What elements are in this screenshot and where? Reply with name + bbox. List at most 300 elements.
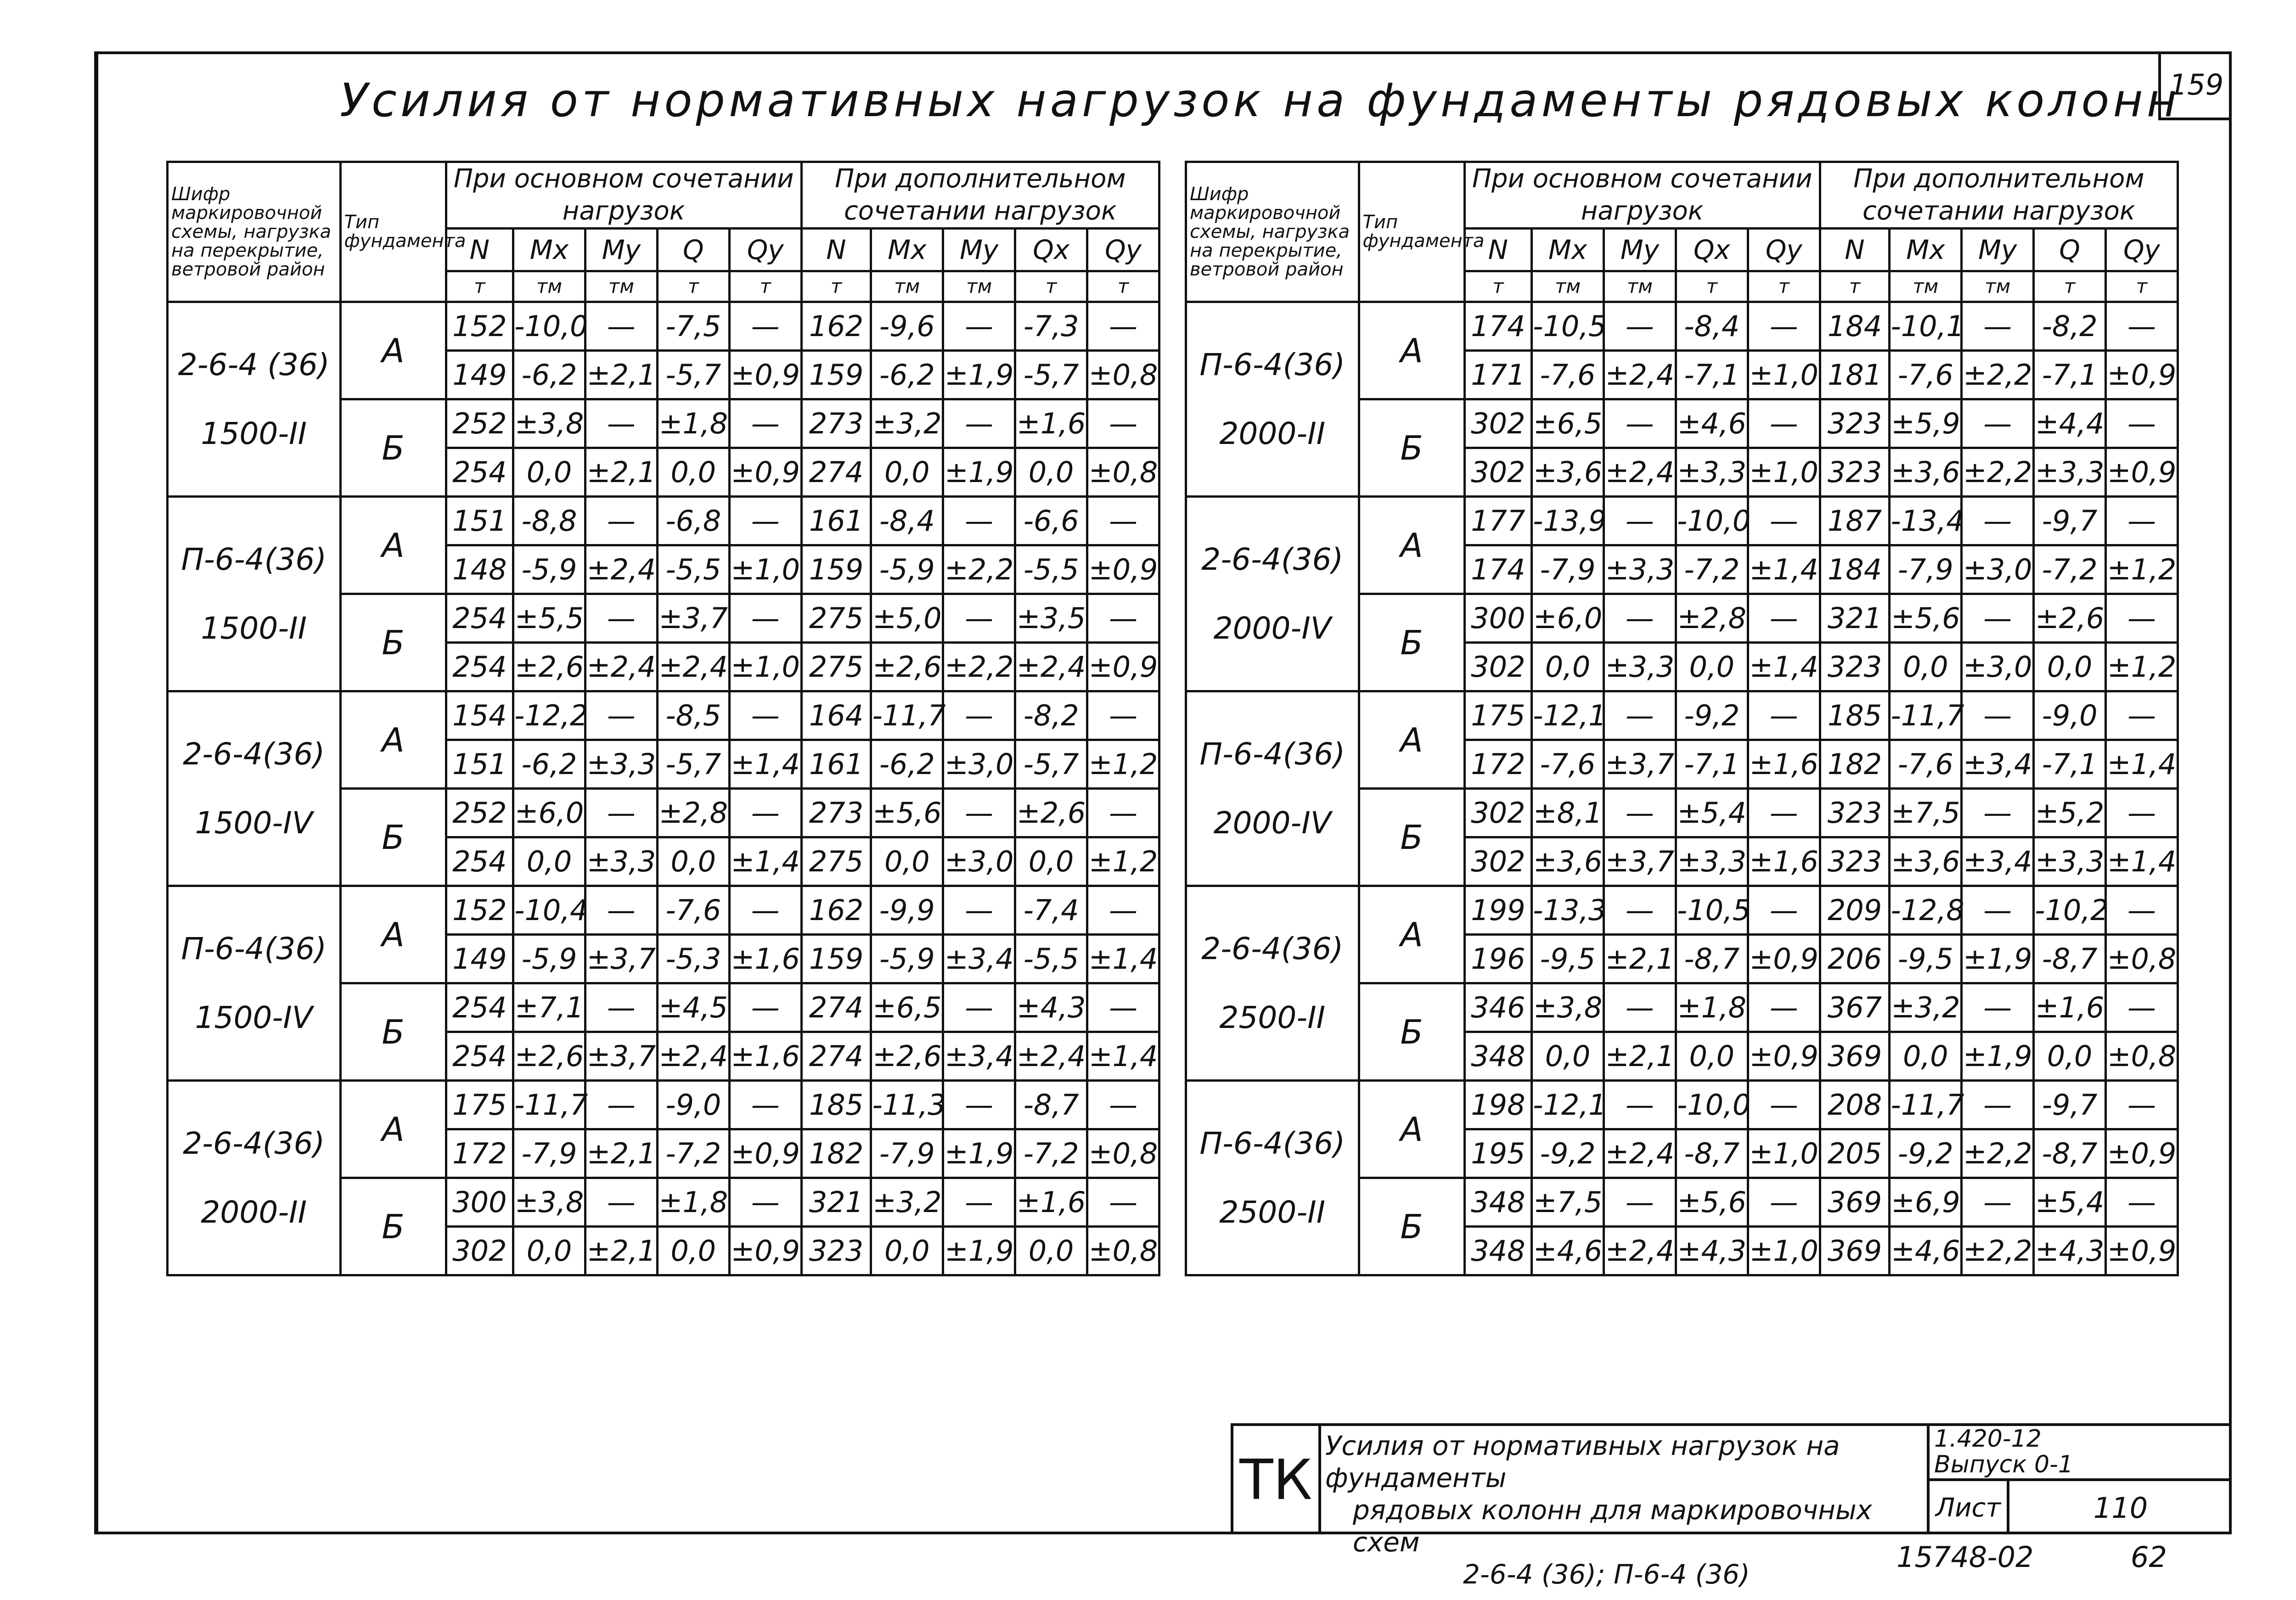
value-cell: -7,9	[871, 1129, 943, 1178]
value-cell: ±3,2	[871, 399, 943, 448]
unit-header: тм	[943, 271, 1015, 302]
value-cell: 300	[1464, 594, 1531, 643]
value-cell: -8,4	[1676, 302, 1748, 351]
value-cell: 323	[1820, 789, 1890, 837]
value-cell: -7,1	[1676, 740, 1748, 789]
value-cell: ±0,8	[2106, 935, 2178, 983]
value-cell: —	[1604, 399, 1676, 448]
unit-header: т	[729, 271, 801, 302]
scheme-cell	[168, 886, 341, 1081]
value-cell: 0,0	[1015, 448, 1087, 497]
value-cell: ±5,5	[513, 594, 585, 643]
title-block-line2: рядовых колонн для маркировочных схем	[1353, 1494, 1872, 1558]
value-cell: ±2,1	[585, 448, 657, 497]
value-cell: ±3,2	[871, 1178, 943, 1227]
value-cell: -7,9	[513, 1129, 585, 1178]
value-cell: 161	[801, 497, 871, 545]
unit-header: т	[2034, 271, 2106, 302]
header-basic-combination: При основном сочетании нагрузок	[1464, 162, 1820, 229]
value-cell: ±2,6	[871, 1032, 943, 1081]
value-cell: —	[585, 399, 657, 448]
value-cell: ±2,2	[1962, 1129, 2034, 1178]
value-cell: ±2,4	[657, 643, 729, 691]
value-cell: ±1,4	[1087, 1032, 1159, 1081]
value-cell: ±1,6	[2034, 983, 2106, 1032]
value-cell: ±2,4	[657, 1032, 729, 1081]
value-cell: 195	[1464, 1129, 1531, 1178]
value-cell: —	[1748, 1081, 1820, 1129]
value-cell: -7,6	[1532, 351, 1604, 399]
value-cell: 159	[801, 935, 871, 983]
value-cell: —	[1748, 789, 1820, 837]
value-cell: ±1,8	[657, 1178, 729, 1227]
value-cell: -7,3	[1015, 302, 1087, 351]
value-cell: ±4,3	[1676, 1227, 1748, 1275]
value-cell: 302	[1464, 837, 1531, 886]
value-cell: -5,7	[657, 740, 729, 789]
value-cell: ±4,6	[1890, 1227, 1962, 1275]
value-cell: 149	[446, 935, 513, 983]
value-cell: -5,5	[1015, 935, 1087, 983]
scheme-load: 2000-IV	[1213, 805, 1331, 841]
header-scheme: Шифр маркировочной схемы, нагрузка на перекрытие, ветровой район	[168, 162, 341, 302]
value-cell: —	[585, 302, 657, 351]
value-cell: 252	[446, 399, 513, 448]
value-cell: 172	[1464, 740, 1531, 789]
header-additional-combination: При дополнительном сочетании нагрузок	[801, 162, 1159, 229]
value-cell: ±2,4	[1604, 351, 1676, 399]
value-cell: ±1,6	[1015, 1178, 1087, 1227]
value-cell: —	[1962, 302, 2034, 351]
foundation-type-cell: Б	[340, 1178, 446, 1275]
value-cell: —	[1748, 886, 1820, 935]
value-cell: 254	[446, 983, 513, 1032]
table-row	[168, 302, 1159, 351]
value-cell: 149	[446, 351, 513, 399]
value-cell: ±1,0	[729, 643, 801, 691]
table-row	[1186, 497, 2178, 545]
value-cell: ±6,5	[871, 983, 943, 1032]
value-cell: 0,0	[1676, 643, 1748, 691]
value-cell: ±4,3	[1015, 983, 1087, 1032]
value-cell: 152	[446, 302, 513, 351]
scheme-cell	[168, 1081, 341, 1275]
value-cell: 199	[1464, 886, 1531, 935]
column-header: My	[585, 229, 657, 271]
value-cell: -5,5	[1015, 545, 1087, 594]
sheet-number: 110	[2093, 1491, 2148, 1525]
column-header: Qy	[729, 229, 801, 271]
foundation-type-cell: А	[1359, 1081, 1464, 1178]
value-cell: 369	[1820, 1178, 1890, 1227]
value-cell: -13,4	[1890, 497, 1962, 545]
value-cell: -6,2	[871, 740, 943, 789]
table-row	[1186, 302, 2178, 351]
value-cell: 151	[446, 497, 513, 545]
value-cell: ±0,8	[1087, 351, 1159, 399]
value-cell: —	[1962, 497, 2034, 545]
scheme-code: 2-6-4(36)	[183, 736, 325, 772]
value-cell: —	[1604, 886, 1676, 935]
foundation-type-cell: А	[340, 1081, 446, 1178]
value-cell: -7,2	[1015, 1129, 1087, 1178]
value-cell: -5,7	[1015, 740, 1087, 789]
value-cell: ±2,2	[943, 545, 1015, 594]
foundation-type-cell: А	[340, 497, 446, 594]
table-row	[1186, 691, 2178, 740]
value-cell: —	[1087, 1178, 1159, 1227]
value-cell: 254	[446, 594, 513, 643]
scheme-code: П-6-4(36)	[1199, 736, 1345, 772]
value-cell: ±3,3	[1604, 643, 1676, 691]
value-cell: —	[729, 691, 801, 740]
value-cell: ±4,6	[1532, 1227, 1604, 1275]
page-title: Усилия от нормативных нагрузок на фундаменты рядовых колонн	[340, 73, 2181, 127]
value-cell: 206	[1820, 935, 1890, 983]
value-cell: 274	[801, 1032, 871, 1081]
value-cell: 0,0	[871, 1227, 943, 1275]
foundation-type-cell: А	[340, 302, 446, 399]
value-cell: 254	[446, 448, 513, 497]
value-cell: 0,0	[513, 837, 585, 886]
value-cell: -8,4	[871, 497, 943, 545]
value-cell: ±0,9	[1087, 545, 1159, 594]
value-cell: 164	[801, 691, 871, 740]
scheme-cell	[168, 497, 341, 691]
scheme-cell	[1186, 302, 1359, 497]
footer-page: 62	[2131, 1540, 2167, 1574]
value-cell: 175	[1464, 691, 1531, 740]
foundation-type-cell: Б	[340, 399, 446, 497]
value-cell: -10,4	[513, 886, 585, 935]
value-cell: -5,5	[657, 545, 729, 594]
value-cell: —	[1748, 497, 1820, 545]
scheme-code: П-6-4(36)	[181, 931, 327, 966]
value-cell: 174	[1464, 545, 1531, 594]
value-cell: -9,0	[2034, 691, 2106, 740]
value-cell: —	[1604, 497, 1676, 545]
value-cell: ±3,4	[943, 1032, 1015, 1081]
foundation-type-cell: А	[1359, 691, 1464, 789]
title-block-line1: Усилия от нормативных нагрузок на фундаменты	[1325, 1430, 1840, 1493]
column-header: Qy	[1087, 229, 1159, 271]
unit-header: т	[1464, 271, 1531, 302]
value-cell: -6,2	[513, 740, 585, 789]
value-cell: -9,0	[657, 1081, 729, 1129]
value-cell: ±3,3	[585, 740, 657, 789]
value-cell: —	[943, 497, 1015, 545]
value-cell: —	[1962, 399, 2034, 448]
value-cell: -6,2	[871, 351, 943, 399]
value-cell: ±3,4	[1962, 837, 2034, 886]
value-cell: -8,7	[1676, 935, 1748, 983]
value-cell: 0,0	[657, 448, 729, 497]
scheme-load: 1500-IV	[195, 805, 313, 841]
value-cell: 0,0	[1890, 1032, 1962, 1081]
value-cell: 252	[446, 789, 513, 837]
foundation-type-cell: Б	[340, 789, 446, 886]
value-cell: ±2,4	[585, 643, 657, 691]
value-cell: -5,9	[871, 545, 943, 594]
value-cell: ±3,3	[2034, 837, 2106, 886]
value-cell: ±2,1	[585, 351, 657, 399]
column-header: Qx	[1676, 229, 1748, 271]
table-row	[168, 1081, 1159, 1129]
value-cell: —	[2106, 691, 2178, 740]
foundation-type-cell: А	[1359, 302, 1464, 399]
value-cell: 254	[446, 837, 513, 886]
value-cell: —	[585, 1178, 657, 1227]
value-cell: ±1,9	[943, 351, 1015, 399]
value-cell: ±1,0	[1748, 1227, 1820, 1275]
value-cell: —	[1604, 302, 1676, 351]
value-cell: ±1,2	[1087, 837, 1159, 886]
value-cell: 274	[801, 983, 871, 1032]
value-cell: 323	[801, 1227, 871, 1275]
value-cell: 0,0	[657, 837, 729, 886]
value-cell: 348	[1464, 1227, 1531, 1275]
value-cell: -9,7	[2034, 1081, 2106, 1129]
value-cell: —	[585, 789, 657, 837]
header-basic-combination: При основном сочетании нагрузок	[446, 162, 801, 229]
value-cell: ±0,9	[1748, 1032, 1820, 1081]
value-cell: 254	[446, 643, 513, 691]
unit-header: тм	[1962, 271, 2034, 302]
value-cell: 273	[801, 399, 871, 448]
scheme-code: П-6-4(36)	[181, 541, 327, 577]
value-cell: ±0,8	[1087, 1227, 1159, 1275]
value-cell: 0,0	[513, 1227, 585, 1275]
foundation-type-cell: А	[1359, 886, 1464, 983]
value-cell: ±0,9	[2106, 448, 2178, 497]
value-cell: ±1,0	[1748, 448, 1820, 497]
value-cell: ±2,6	[513, 1032, 585, 1081]
value-cell: ±2,6	[2034, 594, 2106, 643]
value-cell: ±0,9	[2106, 1227, 2178, 1275]
value-cell: ±1,2	[1087, 740, 1159, 789]
value-cell: 348	[1464, 1178, 1531, 1227]
value-cell: ±0,9	[2106, 1129, 2178, 1178]
value-cell: ±0,9	[729, 1227, 801, 1275]
value-cell: -12,1	[1532, 691, 1604, 740]
value-cell: ±1,9	[943, 1129, 1015, 1178]
value-cell: ±6,0	[513, 789, 585, 837]
foundation-type-cell: Б	[1359, 1178, 1464, 1275]
table-row	[168, 886, 1159, 935]
value-cell: ±1,2	[2106, 545, 2178, 594]
value-cell: -8,2	[2034, 302, 2106, 351]
value-cell: —	[585, 594, 657, 643]
value-cell: ±3,2	[1890, 983, 1962, 1032]
column-header: Qx	[1015, 229, 1087, 271]
sheet-label: Лист	[1927, 1481, 2009, 1534]
value-cell: 0,0	[513, 448, 585, 497]
value-cell: —	[1604, 983, 1676, 1032]
value-cell: ±5,0	[871, 594, 943, 643]
value-cell: -5,9	[513, 545, 585, 594]
value-cell: -8,7	[2034, 935, 2106, 983]
value-cell: -5,3	[657, 935, 729, 983]
value-cell: ±1,4	[1748, 545, 1820, 594]
value-cell: -6,8	[657, 497, 729, 545]
value-cell: ±1,9	[943, 448, 1015, 497]
value-cell: ±3,7	[1604, 837, 1676, 886]
value-cell: —	[1962, 983, 2034, 1032]
value-cell: ±3,7	[585, 1032, 657, 1081]
value-cell: ±3,7	[585, 935, 657, 983]
foundation-type-cell: Б	[1359, 594, 1464, 691]
value-cell: 254	[446, 1032, 513, 1081]
value-cell: ±3,6	[1890, 837, 1962, 886]
column-header: My	[1604, 229, 1676, 271]
value-cell: —	[1087, 983, 1159, 1032]
column-header: My	[1962, 229, 2034, 271]
unit-header: т	[446, 271, 513, 302]
value-cell: -7,1	[2034, 351, 2106, 399]
value-cell: —	[729, 497, 801, 545]
value-cell: ±4,5	[657, 983, 729, 1032]
header-scheme: Шифр маркировочной схемы, нагрузка на перекрытие, ветровой район	[1186, 162, 1359, 302]
value-cell: 185	[1820, 691, 1890, 740]
value-cell: 184	[1820, 302, 1890, 351]
value-cell: 198	[1464, 1081, 1531, 1129]
value-cell: —	[1087, 497, 1159, 545]
value-cell: ±1,0	[729, 545, 801, 594]
value-cell: —	[943, 594, 1015, 643]
value-cell: ±5,6	[1890, 594, 1962, 643]
value-cell: ±1,8	[657, 399, 729, 448]
value-cell: —	[1748, 594, 1820, 643]
value-cell: ±3,3	[2034, 448, 2106, 497]
scheme-load: 1500-IV	[195, 999, 313, 1035]
value-cell: 171	[1464, 351, 1531, 399]
value-cell: —	[2106, 886, 2178, 935]
value-cell: —	[1604, 691, 1676, 740]
value-cell: -7,1	[1676, 351, 1748, 399]
scheme-load: 2000-IV	[1213, 610, 1331, 646]
value-cell: -13,3	[1532, 886, 1604, 935]
value-cell: ±1,9	[943, 1227, 1015, 1275]
value-cell: -8,2	[1015, 691, 1087, 740]
table-row	[168, 691, 1159, 740]
value-cell: —	[943, 1081, 1015, 1129]
value-cell: ±2,1	[1604, 1032, 1676, 1081]
value-cell: -5,9	[871, 935, 943, 983]
value-cell: ±2,4	[1604, 1129, 1676, 1178]
value-cell: —	[943, 983, 1015, 1032]
value-cell: —	[729, 983, 801, 1032]
value-cell: 323	[1820, 399, 1890, 448]
value-cell: -9,2	[1890, 1129, 1962, 1178]
value-cell: —	[2106, 1081, 2178, 1129]
value-cell: 348	[1464, 1032, 1531, 1081]
table-row	[168, 497, 1159, 545]
value-cell: —	[1604, 789, 1676, 837]
value-cell: —	[2106, 399, 2178, 448]
value-cell: ±1,4	[1087, 935, 1159, 983]
value-cell: —	[1087, 399, 1159, 448]
column-header: N	[801, 229, 871, 271]
unit-header: т	[1015, 271, 1087, 302]
value-cell: 0,0	[1532, 1032, 1604, 1081]
value-cell: -11,7	[513, 1081, 585, 1129]
value-cell: 302	[1464, 448, 1531, 497]
value-cell: —	[585, 983, 657, 1032]
value-cell: 300	[446, 1178, 513, 1227]
value-cell: 159	[801, 545, 871, 594]
foundation-type-cell: Б	[340, 594, 446, 691]
unit-header: тм	[513, 271, 585, 302]
column-header: Mx	[513, 229, 585, 271]
header-additional-combination: При дополнительном сочетании нагрузок	[1820, 162, 2178, 229]
series-code-line1: 1.420-12	[1934, 1425, 2042, 1453]
value-cell: ±3,3	[1676, 448, 1748, 497]
value-cell: ±2,8	[657, 789, 729, 837]
value-cell: —	[1087, 691, 1159, 740]
tk-logo: ТК	[1233, 1426, 1321, 1534]
value-cell: —	[585, 886, 657, 935]
value-cell: -9,5	[1532, 935, 1604, 983]
title-block-description	[1325, 1430, 1918, 1590]
scheme-code: 2-6-4(36)	[1201, 541, 1344, 577]
value-cell: -11,7	[1890, 1081, 1962, 1129]
value-cell: ±2,6	[1015, 789, 1087, 837]
table-row	[1186, 886, 2178, 935]
value-cell: —	[2106, 983, 2178, 1032]
doc-number: 15748-02	[1896, 1540, 2034, 1574]
value-cell: 321	[1820, 594, 1890, 643]
value-cell: —	[1604, 1081, 1676, 1129]
value-cell: ±3,3	[1604, 545, 1676, 594]
value-cell: 323	[1820, 837, 1890, 886]
value-cell: ±3,6	[1532, 448, 1604, 497]
value-cell: —	[1087, 886, 1159, 935]
value-cell: 184	[1820, 545, 1890, 594]
value-cell: —	[2106, 789, 2178, 837]
value-cell: 0,0	[1015, 837, 1087, 886]
unit-header: т	[2106, 271, 2178, 302]
value-cell: ±1,9	[1962, 1032, 2034, 1081]
value-cell: 321	[801, 1178, 871, 1227]
scheme-load: 1500-II	[201, 415, 307, 451]
value-cell: —	[1087, 594, 1159, 643]
value-cell: —	[729, 789, 801, 837]
value-cell: ±2,4	[1604, 448, 1676, 497]
value-cell: -9,9	[871, 886, 943, 935]
value-cell: -5,7	[657, 351, 729, 399]
foundation-type-cell: А	[340, 886, 446, 983]
value-cell: ±8,1	[1532, 789, 1604, 837]
value-cell: ±3,7	[657, 594, 729, 643]
value-cell: —	[729, 302, 801, 351]
value-cell: —	[2106, 1178, 2178, 1227]
value-cell: ±2,4	[1015, 643, 1087, 691]
value-cell: 177	[1464, 497, 1531, 545]
value-cell: ±2,1	[585, 1129, 657, 1178]
value-cell: 208	[1820, 1081, 1890, 1129]
value-cell: -10,0	[1676, 497, 1748, 545]
scheme-code: 2-6-4(36)	[1201, 931, 1344, 966]
value-cell: —	[1962, 691, 2034, 740]
value-cell: 323	[1820, 643, 1890, 691]
value-cell: 172	[446, 1129, 513, 1178]
value-cell: 185	[801, 1081, 871, 1129]
value-cell: 369	[1820, 1227, 1890, 1275]
value-cell: 0,0	[871, 837, 943, 886]
value-cell: ±3,7	[1604, 740, 1676, 789]
column-header: Q	[657, 229, 729, 271]
value-cell: 274	[801, 448, 871, 497]
